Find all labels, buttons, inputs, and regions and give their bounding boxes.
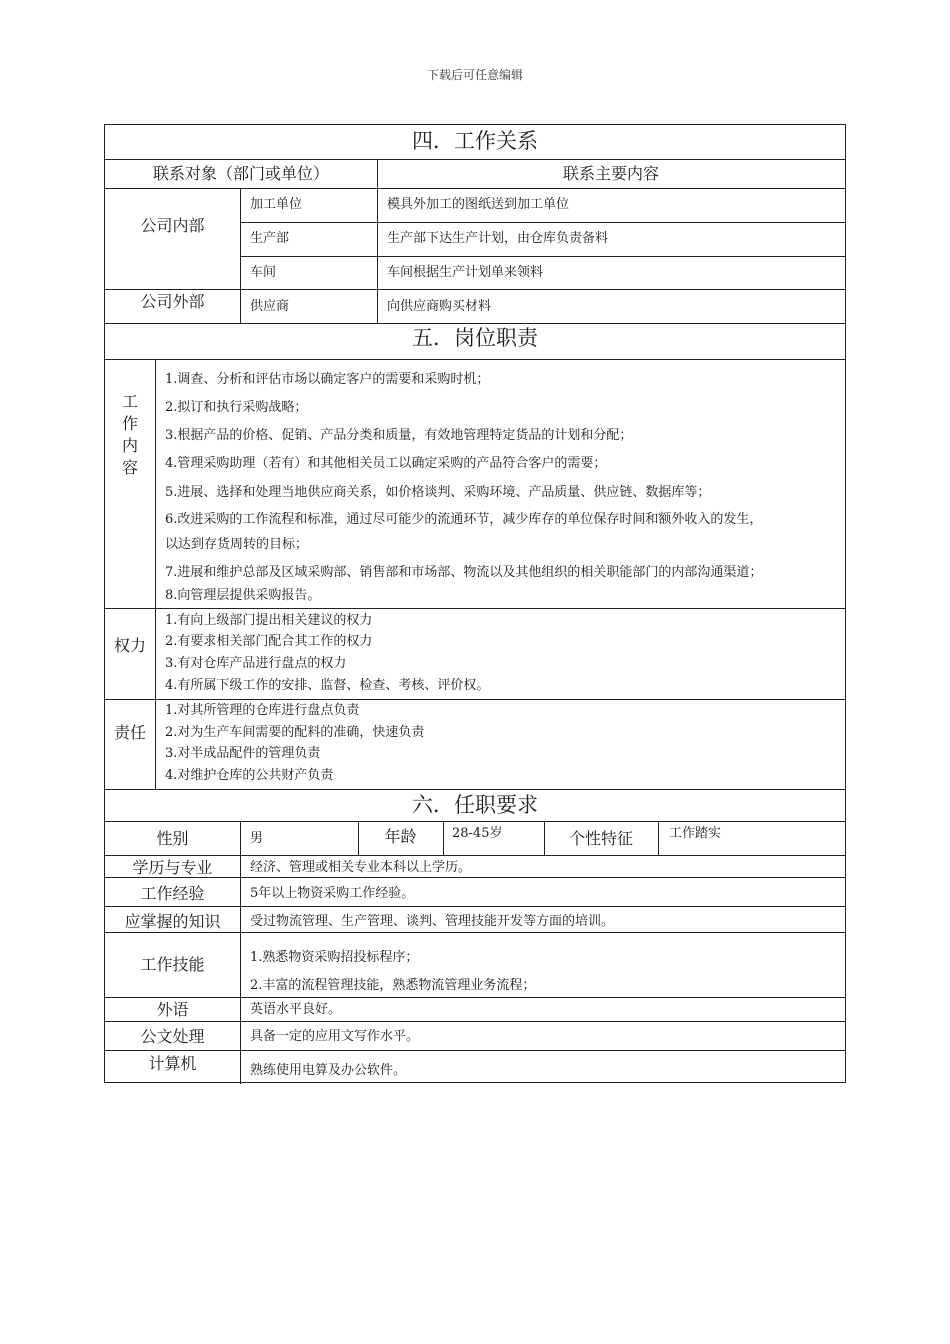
computer-label: 计算机 (148, 1054, 197, 1073)
work-item: 以达到存货周转的目标； (165, 537, 309, 552)
skills-label: 工作技能 (140, 955, 205, 974)
skills-item: 2.丰富的流程管理技能，熟悉物流管理业务流程； (250, 978, 536, 993)
external-label: 公司外部 (140, 292, 205, 311)
work-item: 5.进展、选择和处理当地供应商关系，如价格谈判、采购环境、产品质量、供应链、数据库等； (165, 485, 711, 500)
authority-item: 1.有向上级部门提出相关建议的权力 (165, 613, 373, 628)
skills-item: 1.熟悉物资采购招投标程序； (250, 950, 419, 965)
authority-item: 4.有所属下级工作的安排、监督、检查、考核、评价权。 (165, 678, 490, 693)
language-label: 外语 (156, 1000, 189, 1019)
relation-content-4: 向供应商购买材料 (387, 299, 492, 314)
experience-label: 工作经验 (140, 884, 205, 903)
responsibility-item: 3.对半成品配件的管理负责 (165, 746, 321, 761)
trait-value: 工作踏实 (669, 826, 722, 841)
responsibility-label: 责任 (113, 723, 146, 742)
document-value: 具备一定的应用文写作水平。 (250, 1029, 420, 1044)
relation-unit-3: 车间 (250, 265, 277, 280)
age-label: 年龄 (384, 827, 417, 846)
trait-label: 个性特征 (568, 829, 633, 848)
col-header-target: 联系对象（部门或单位） (152, 164, 329, 183)
education-value: 经济、管理或相关专业本科以上学历。 (250, 860, 472, 875)
knowledge-value: 受过物流管理、生产管理、谈判、管理技能开发等方面的培训。 (250, 914, 615, 929)
authority-item: 2.有要求相关部门配合其工作的权力 (165, 634, 373, 649)
section-title-work-relations: 四．工作关系 (412, 129, 538, 153)
gender-label: 性别 (156, 829, 189, 848)
gender-value: 男 (250, 831, 264, 846)
responsibility-item: 1.对其所管理的仓库进行盘点负责 (165, 703, 360, 718)
work-item: 8.向管理层提供采购报告。 (165, 588, 321, 603)
work-item: 6.改进采购的工作流程和标准，通过尽可能少的流通环节，减少库存的单位保存时间和额外收入的发生， (165, 512, 763, 527)
age-value: 28-45岁 (452, 826, 503, 841)
knowledge-label: 应掌握的知识 (124, 912, 221, 931)
section-title-requirements: 六．任职要求 (412, 793, 538, 817)
relation-unit-1: 加工单位 (250, 197, 303, 212)
work-item: 2.拟订和执行采购战略； (165, 400, 308, 415)
work-item: 4.管理采购助理（若有）和其他相关员工以确定采购的产品符合客户的需要； (165, 456, 607, 471)
page-note: 下载后可任意编辑 (426, 68, 523, 82)
relation-content-1: 模具外加工的图纸送到加工单位 (387, 197, 570, 212)
relation-content-2: 生产部下达生产计划，由仓库负责备料 (387, 231, 609, 246)
document-label: 公文处理 (140, 1027, 205, 1046)
responsibility-item: 4.对维护仓库的公共财产负责 (165, 768, 334, 783)
authority-label: 权力 (113, 636, 146, 655)
authority-item: 3.有对仓库产品进行盘点的权力 (165, 656, 347, 671)
relation-unit-2: 生产部 (250, 231, 290, 246)
relation-unit-4: 供应商 (250, 299, 290, 314)
work-item: 3.根据产品的价格、促销、产品分类和质量，有效地管理特定货品的计划和分配； (165, 428, 633, 443)
experience-value: 5年以上物资采购工作经验。 (250, 886, 415, 901)
language-value: 英语水平良好。 (250, 1002, 342, 1017)
internal-label: 公司内部 (140, 216, 205, 235)
section-title-duties: 五．岗位职责 (412, 326, 538, 350)
relation-content-3: 车间根据生产计划单来领料 (387, 265, 544, 280)
job-description-table (104, 124, 846, 1083)
work-item: 1.调查、分析和评估市场以确定客户的需要和采购时机； (165, 372, 490, 387)
col-header-content: 联系主要内容 (562, 164, 659, 183)
responsibility-item: 2.对为生产车间需要的配料的准确，快速负责 (165, 725, 425, 740)
education-label: 学历与专业 (132, 858, 213, 877)
work-item: 7.进展和维护总部及区域采购部、销售部和市场部、物流以及其他组织的相关职能部门的内部沟通渠道； (165, 565, 763, 580)
work-content-label: 工 作 内 容 (121, 392, 138, 477)
computer-value: 熟练使用电算及办公软件。 (250, 1063, 407, 1078)
